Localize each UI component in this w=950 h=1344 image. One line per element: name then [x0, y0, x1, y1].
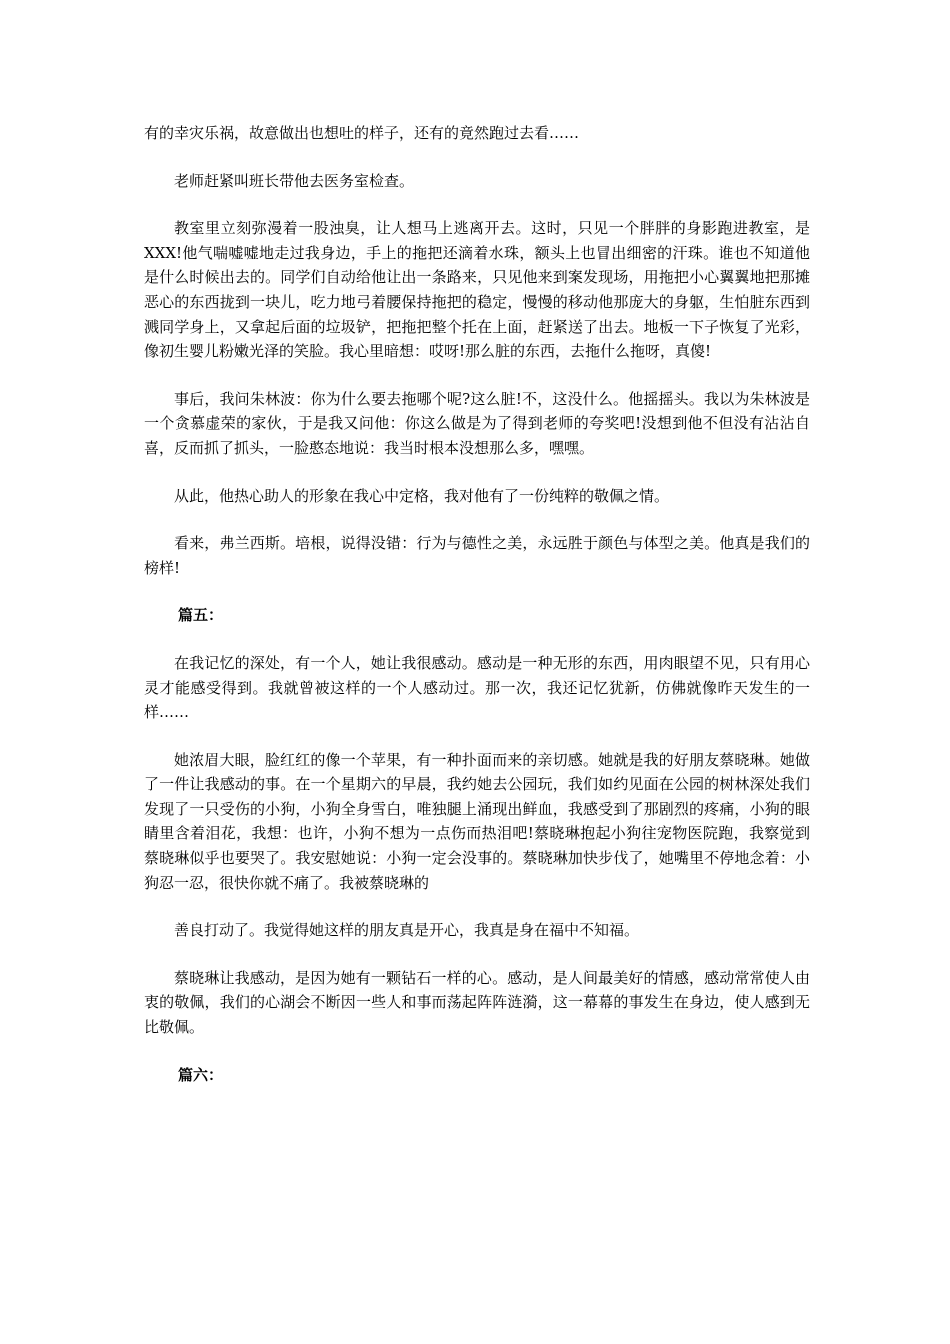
paragraph: 在我记忆的深处，有一个人，她让我很感动。感动是一种无形的东西，用肉眼望不见，只有用心灵才能感受得到。我就曾被这样的一个人感动过。那一次，我还记忆犹新，仿佛就像昨天发生的一样……: [144, 653, 810, 722]
paragraph: 看来，弗兰西斯。培根，说得没错：行为与德性之美，永远胜于颜色与体型之美。他真是我们的榜样!: [144, 534, 810, 577]
section-heading-6: 篇六：: [178, 1065, 224, 1084]
document-page: [144, 121, 810, 1110]
paragraph: 蔡晓琳让我感动，是因为她有一颗钻石一样的心。感动，是人间最美好的情感，感动常常使人由衷的敬佩，我们的心湖会不断因一些人和事而荡起阵阵涟漪，这一幕幕的事发生在身边，使人感到无比敬佩。: [144, 968, 810, 1037]
paragraph: 她浓眉大眼，脸红红的像一个苹果，有一种扑面而来的亲切感。她就是我的好朋友蔡晓琳。她做了一件让我感动的事。在一个星期六的早晨，我约她去公园玩，我们如约见面在公园的树林深处我们发现了一只受伤的小狗，小狗全身雪白，唯独腿上涌现出鲜血，我感受到了那剧烈的疼痛，小狗的眼睛里含着泪花，我想：也许，小狗不想为一点伤而热泪吧!蔡晓琳抱起小狗往宠物医院跑，我察觉到蔡晓琳似乎也要哭了。我安慰她说：小狗一定会没事的。蔡晓琳加快步伐了，她嘴里不停地念着：小狗忍一忍，很快你就不痛了。我被蔡晓琳的: [144, 750, 810, 892]
paragraph: 善良打动了。我觉得她这样的朋友真是开心，我真是身在福中不知福。: [174, 921, 640, 940]
paragraph-continuation: 有的幸灾乐祸，故意做出也想吐的样子，还有的竟然跑过去看……: [144, 124, 580, 142]
paragraph: 事后，我问朱林波：你为什么要去拖哪个呢?这么脏!不，这没什么。他摇摇头。我以为朱林波是一个贪慕虚荣的家伙，于是我又问他：你这么做是为了得到老师的夸奖吧!没想到他不但没有沾沾自喜，反而抓了抓头，一脸憨态地说：我当时根本没想那么多，嘿嘿。: [144, 389, 810, 457]
paragraph: 从此，他热心助人的形象在我心中定格，我对他有了一份纯粹的敬佩之情。: [174, 486, 670, 505]
paragraph: 教室里立刻弥漫着一股浊臭，让人想马上逃离开去。这时，只见一个胖胖的身影跑进教室，是XXX!他气喘嘘嘘地走过我身边，手上的拖把还滴着水珠，额头上也冒出细密的汗珠。谁也不知道他是什么时候出去的。同学们自动给他让出一条路来，只见他来到案发现场，用拖把小心翼翼地把那摊恶心的东西拢到一块儿，吃力地弓着腰保持拖把的稳定，慢慢的移动他那庞大的身躯，生怕脏东西到溅同学身上，又拿起后面的垃圾铲，把拖把整个托在上面，赶紧送了出去。地板一下子恢复了光彩，像初生婴儿粉嫩光泽的笑脸。我心里暗想：哎呀!那么脏的东西，去拖什么拖呀，真傻!: [144, 219, 810, 361]
paragraph: 老师赶紧叫班长带他去医务室检查。: [174, 171, 415, 190]
section-heading-5: 篇五：: [178, 606, 224, 625]
